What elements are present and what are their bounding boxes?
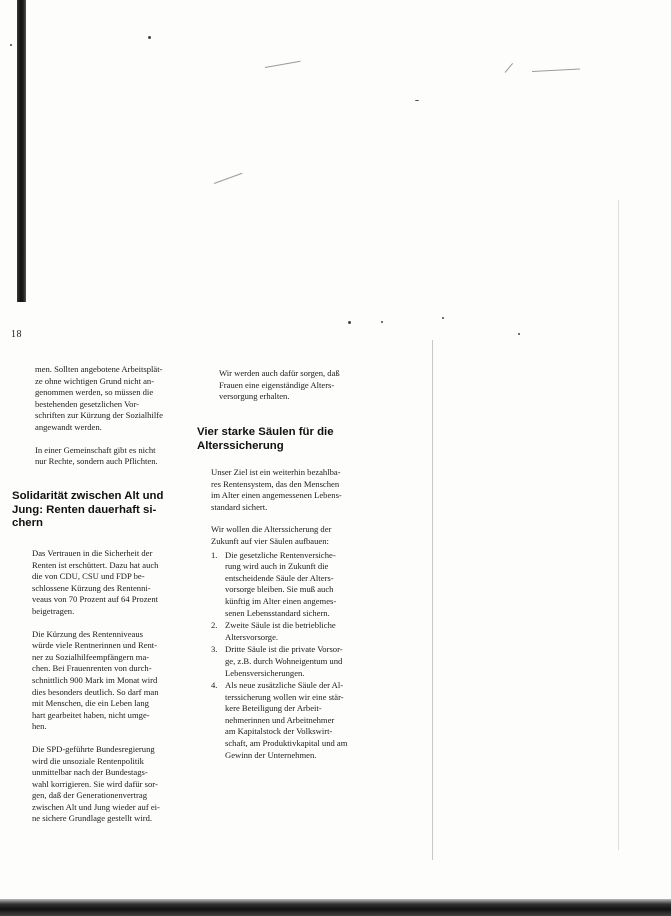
page-number: 18 xyxy=(11,329,22,340)
section-heading-renten: Solidarität zwischen Alt und Jung: Renten dauerhaft si- chern xyxy=(12,490,164,530)
paragraph: Wir wollen die Alterssicherung der Zukunft auf vier Säulen aufbauen: xyxy=(211,524,332,546)
scan-edge-left xyxy=(17,0,26,302)
list-item-number: 3. xyxy=(211,644,218,655)
right-column-intro xyxy=(219,368,369,414)
left-column-body xyxy=(32,548,180,836)
list-item xyxy=(211,680,366,761)
paragraph: men. Sollten angebotene Arbeitsplät- ze ohne wichtigen Grund nicht an- genommen werden, so müssen die bestehenden gesetzlichen Vor- schriften zur Kürzung der Sozialhilfe angewandt werden. xyxy=(35,364,163,432)
scan-speck xyxy=(10,44,12,46)
scan-streak xyxy=(432,340,433,860)
list-item xyxy=(211,644,366,679)
section-heading-alterssicherung: Vier starke Säulen für die Alterssicherung xyxy=(197,426,334,452)
scan-streak xyxy=(532,68,580,72)
list-item-text: Die gesetzliche Rentenversiche- rung wird auch in Zukunft die entscheidende Säule der Alters- vorsorge bleiben. Sie muß auch künftig im Alter einen angemes- senen Lebensstandard sichern. xyxy=(225,549,337,618)
scan-speck xyxy=(348,321,351,324)
list-item-number: 2. xyxy=(211,620,218,631)
scan-speck xyxy=(148,36,151,39)
list-item-text: Zweite Säule ist die betriebliche Altersvorsorge. xyxy=(225,620,336,642)
scan-speck xyxy=(518,333,520,335)
paragraph: Die SPD-geführte Bundesregierung wird die unsoziale Rentenpolitik unmittelbar nach der Bundestags- wahl korrigieren. Sie wird dafür sor- gen, daß der Generationenvertrag zwischen Alt und Jung wieder auf ei- ne sichere Grundlage gestellt wird. xyxy=(32,743,160,824)
scan-edge-bottom xyxy=(0,899,671,916)
paragraph: Die Kürzung des Rentenniveaus würde viele Rentnerinnen und Rent- ner zu Sozialhilfeempfängern ma- chen. Bei Frauenrenten von durch- schnittlich 900 Mark im Monat wird dies besonders deutlich. So darf man mit Menschen, die ein Leben lang hart gearbeitet haben, nicht umge- hen. xyxy=(32,628,159,732)
list-item xyxy=(211,620,366,643)
scan-speck xyxy=(442,317,444,319)
paragraph: Unser Ziel ist ein weiterhin bezahlba- res Rentensystem, das den Menschen im Alter einen angemessenen Lebens- standard sichert. xyxy=(211,467,342,512)
paragraph: In einer Gemeinschaft gibt es nicht nur Rechte, sondern auch Pflichten. xyxy=(35,444,158,467)
scan-streak xyxy=(265,61,301,68)
list-item-text: Als neue zusätzliche Säule der Al- terssicherung wollen wir eine stär- kere Beteiligung der Arbeit- nehmerinnen und Arbeitnehmer am Kapitalstock der Volkswirt- schaft, am Produktivkapital und am Gewinn der Unternehmen. xyxy=(225,680,348,760)
paragraph: Wir werden auch dafür sorgen, daß Frauen eine eigenständige Alters- versorgung erhalten. xyxy=(219,368,340,402)
list-item-number: 1. xyxy=(211,549,218,560)
right-column-body xyxy=(211,467,366,762)
scan-streak xyxy=(214,173,243,184)
pillars-list xyxy=(211,550,366,762)
scan-speck xyxy=(415,100,419,101)
scan-streak xyxy=(618,200,619,850)
scan-speck xyxy=(381,321,383,323)
paragraph: Das Vertrauen in die Sicherheit der Renten ist erschüttert. Dazu hat auch die von CDU, CSU und FDP be- schlossene Kürzung des Rentenni- veaus von 70 Prozent auf 64 Prozent beigetragen. xyxy=(32,548,159,616)
list-item xyxy=(211,550,366,620)
scan-streak xyxy=(505,63,513,73)
left-column-continuation xyxy=(35,364,180,479)
list-item-number: 4. xyxy=(211,680,218,691)
list-item-text: Dritte Säule ist die private Vorsor- ge, z.B. durch Wohneigentum und Lebensversicherungen. xyxy=(225,644,343,678)
